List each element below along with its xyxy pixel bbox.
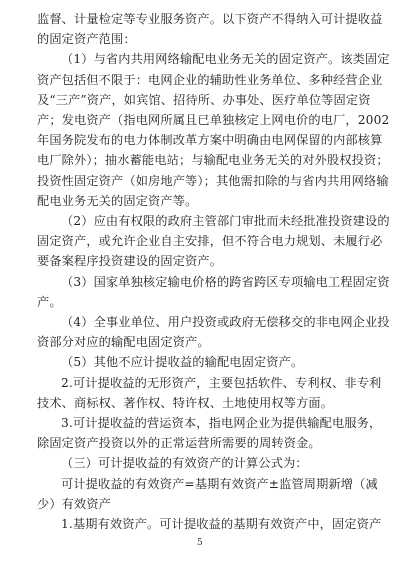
text-line: 固定资产，或允许企业自主安排，但不符合电力规划、未履行必 bbox=[37, 234, 383, 249]
text-line: 3.可计提收益的营运资本，指电网企业为提供输配电服务， bbox=[61, 416, 382, 430]
text-line: 可计提收益的有效资产=基期有效资产±监管周期新增（减 bbox=[61, 476, 378, 491]
text-line: 年国务院发布的电力体制改革方案中明确由电网保留的内部核算 bbox=[37, 133, 383, 148]
text-line: 配电业务无关的固定资产等。 bbox=[37, 193, 198, 208]
text-line: 的固定资产范围： bbox=[37, 32, 136, 47]
text-line: 1.基期有效资产。可计提收益的基期有效资产中，固定资产 bbox=[61, 517, 382, 531]
text-line: 资产包括但不限于：电网企业的辅助性业务单位、多种经营企业 bbox=[37, 72, 383, 87]
text-line: 少）有效资产 bbox=[37, 496, 112, 511]
page-number: 5 bbox=[197, 538, 203, 548]
text-line: （2）应由有权限的政府主管部门审批而未经批准投资建设的 bbox=[61, 214, 390, 228]
text-line: 要备案程序投资建设的固定资产。 bbox=[37, 254, 223, 269]
text-line: 监督、计量检定等专业服务资产。以下资产不得纳入可计提收益 bbox=[37, 12, 383, 26]
text-line: 产；发电资产（指电网所属且已单独核定上网电价的电厂，2002 bbox=[37, 113, 390, 127]
text-line: 产。 bbox=[37, 294, 62, 309]
text-line: 2.可计提收益的无形资产，主要包括软件、专利权、非专利 bbox=[61, 375, 382, 390]
text-line: （1）与省内共用网络输配电业务无关的固定资产。该类固定 bbox=[61, 52, 390, 67]
text-line: （5）其他不应计提收益的输配电固定资产。 bbox=[61, 355, 304, 370]
text-line: （4）全事业单位、用户投资或政府无偿移交的非电网企业投 bbox=[61, 315, 390, 329]
text-line: 技术、商标权、著作权、特许权、土地使用权等方面。 bbox=[37, 395, 334, 410]
text-line: 投资性固定资产（如房地产等）；其他需扣除的与省内共用网络输 bbox=[37, 173, 389, 188]
text-line: （三）可计提收益的有效资产的计算公式为： bbox=[61, 456, 308, 471]
text-line: 电厂除外）；抽水蓄能电站；与输配电业务无关的对外股权投资； bbox=[37, 153, 389, 168]
text-line: 资部分对应的输配电固定资产。 bbox=[37, 335, 210, 350]
text-line: 除固定资产投资以外的正常运营所需要的周转资金。 bbox=[37, 436, 321, 451]
text-line: 及“三产”资产，如宾馆、招待所、办事处、医疗单位等固定资 bbox=[37, 92, 371, 107]
text-line: （3）国家单独核定输电价格的跨省跨区专项输电工程固定资 bbox=[61, 274, 390, 289]
